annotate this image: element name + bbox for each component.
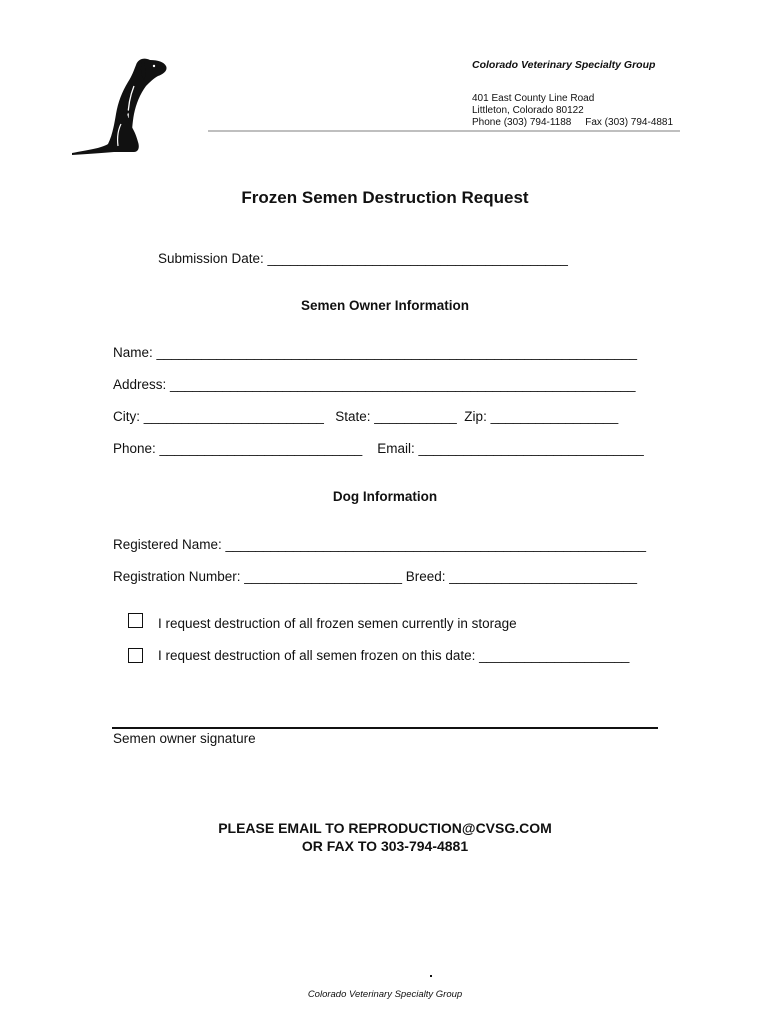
registered-name-field[interactable]: Registered Name: ________________________________________________________ — [113, 537, 646, 552]
form-title: Frozen Semen Destruction Request — [241, 188, 529, 207]
submission-date-field[interactable]: Submission Date: ________________________________________ — [158, 251, 568, 266]
phone-email-field[interactable]: Phone: ___________________________ Email: ______________________________ — [113, 441, 644, 456]
owner-section-heading: Semen Owner Information — [300, 298, 470, 313]
city-state-zip-field[interactable]: City: ________________________ State: ___________ Zip: _________________ — [113, 409, 619, 424]
registration-breed-field[interactable]: Registration Number: _____________________ Breed: _________________________ — [113, 569, 637, 584]
destroy-date-label: I request destruction of all semen frozen on this date: ____________________ — [158, 648, 630, 663]
destroy-all-label: I request destruction of all frozen semen currently in storage — [158, 616, 517, 631]
phone-fax: Phone (303) 794-1188 Fax (303) 794-4881 — [472, 117, 674, 128]
owner-name-field[interactable]: Name: ________________________________________________________________ — [113, 345, 638, 360]
clinic-logo-icon — [68, 56, 172, 160]
fax-notice: OR FAX TO 303-794-4881 — [301, 838, 469, 854]
address-line-2: Littleton, Colorado 80122 — [472, 105, 584, 116]
destroy-date-checkbox[interactable] — [128, 648, 143, 663]
header-divider — [208, 130, 680, 132]
email-notice: PLEASE EMAIL TO REPRODUCTION@CVSG.COM — [218, 820, 552, 836]
owner-address-field[interactable]: Address: ______________________________________________________________ — [113, 377, 636, 392]
signature-line[interactable] — [112, 727, 658, 729]
org-name: Colorado Veterinary Specialty Group — [472, 59, 656, 71]
footer-org-name: Colorado Veterinary Specialty Group — [307, 989, 463, 1000]
signature-label: Semen owner signature — [113, 731, 256, 746]
page-mark — [430, 975, 432, 977]
dog-section-heading: Dog Information — [332, 489, 438, 504]
destroy-all-checkbox[interactable] — [128, 613, 143, 628]
address-line-1: 401 East County Line Road — [472, 93, 595, 104]
